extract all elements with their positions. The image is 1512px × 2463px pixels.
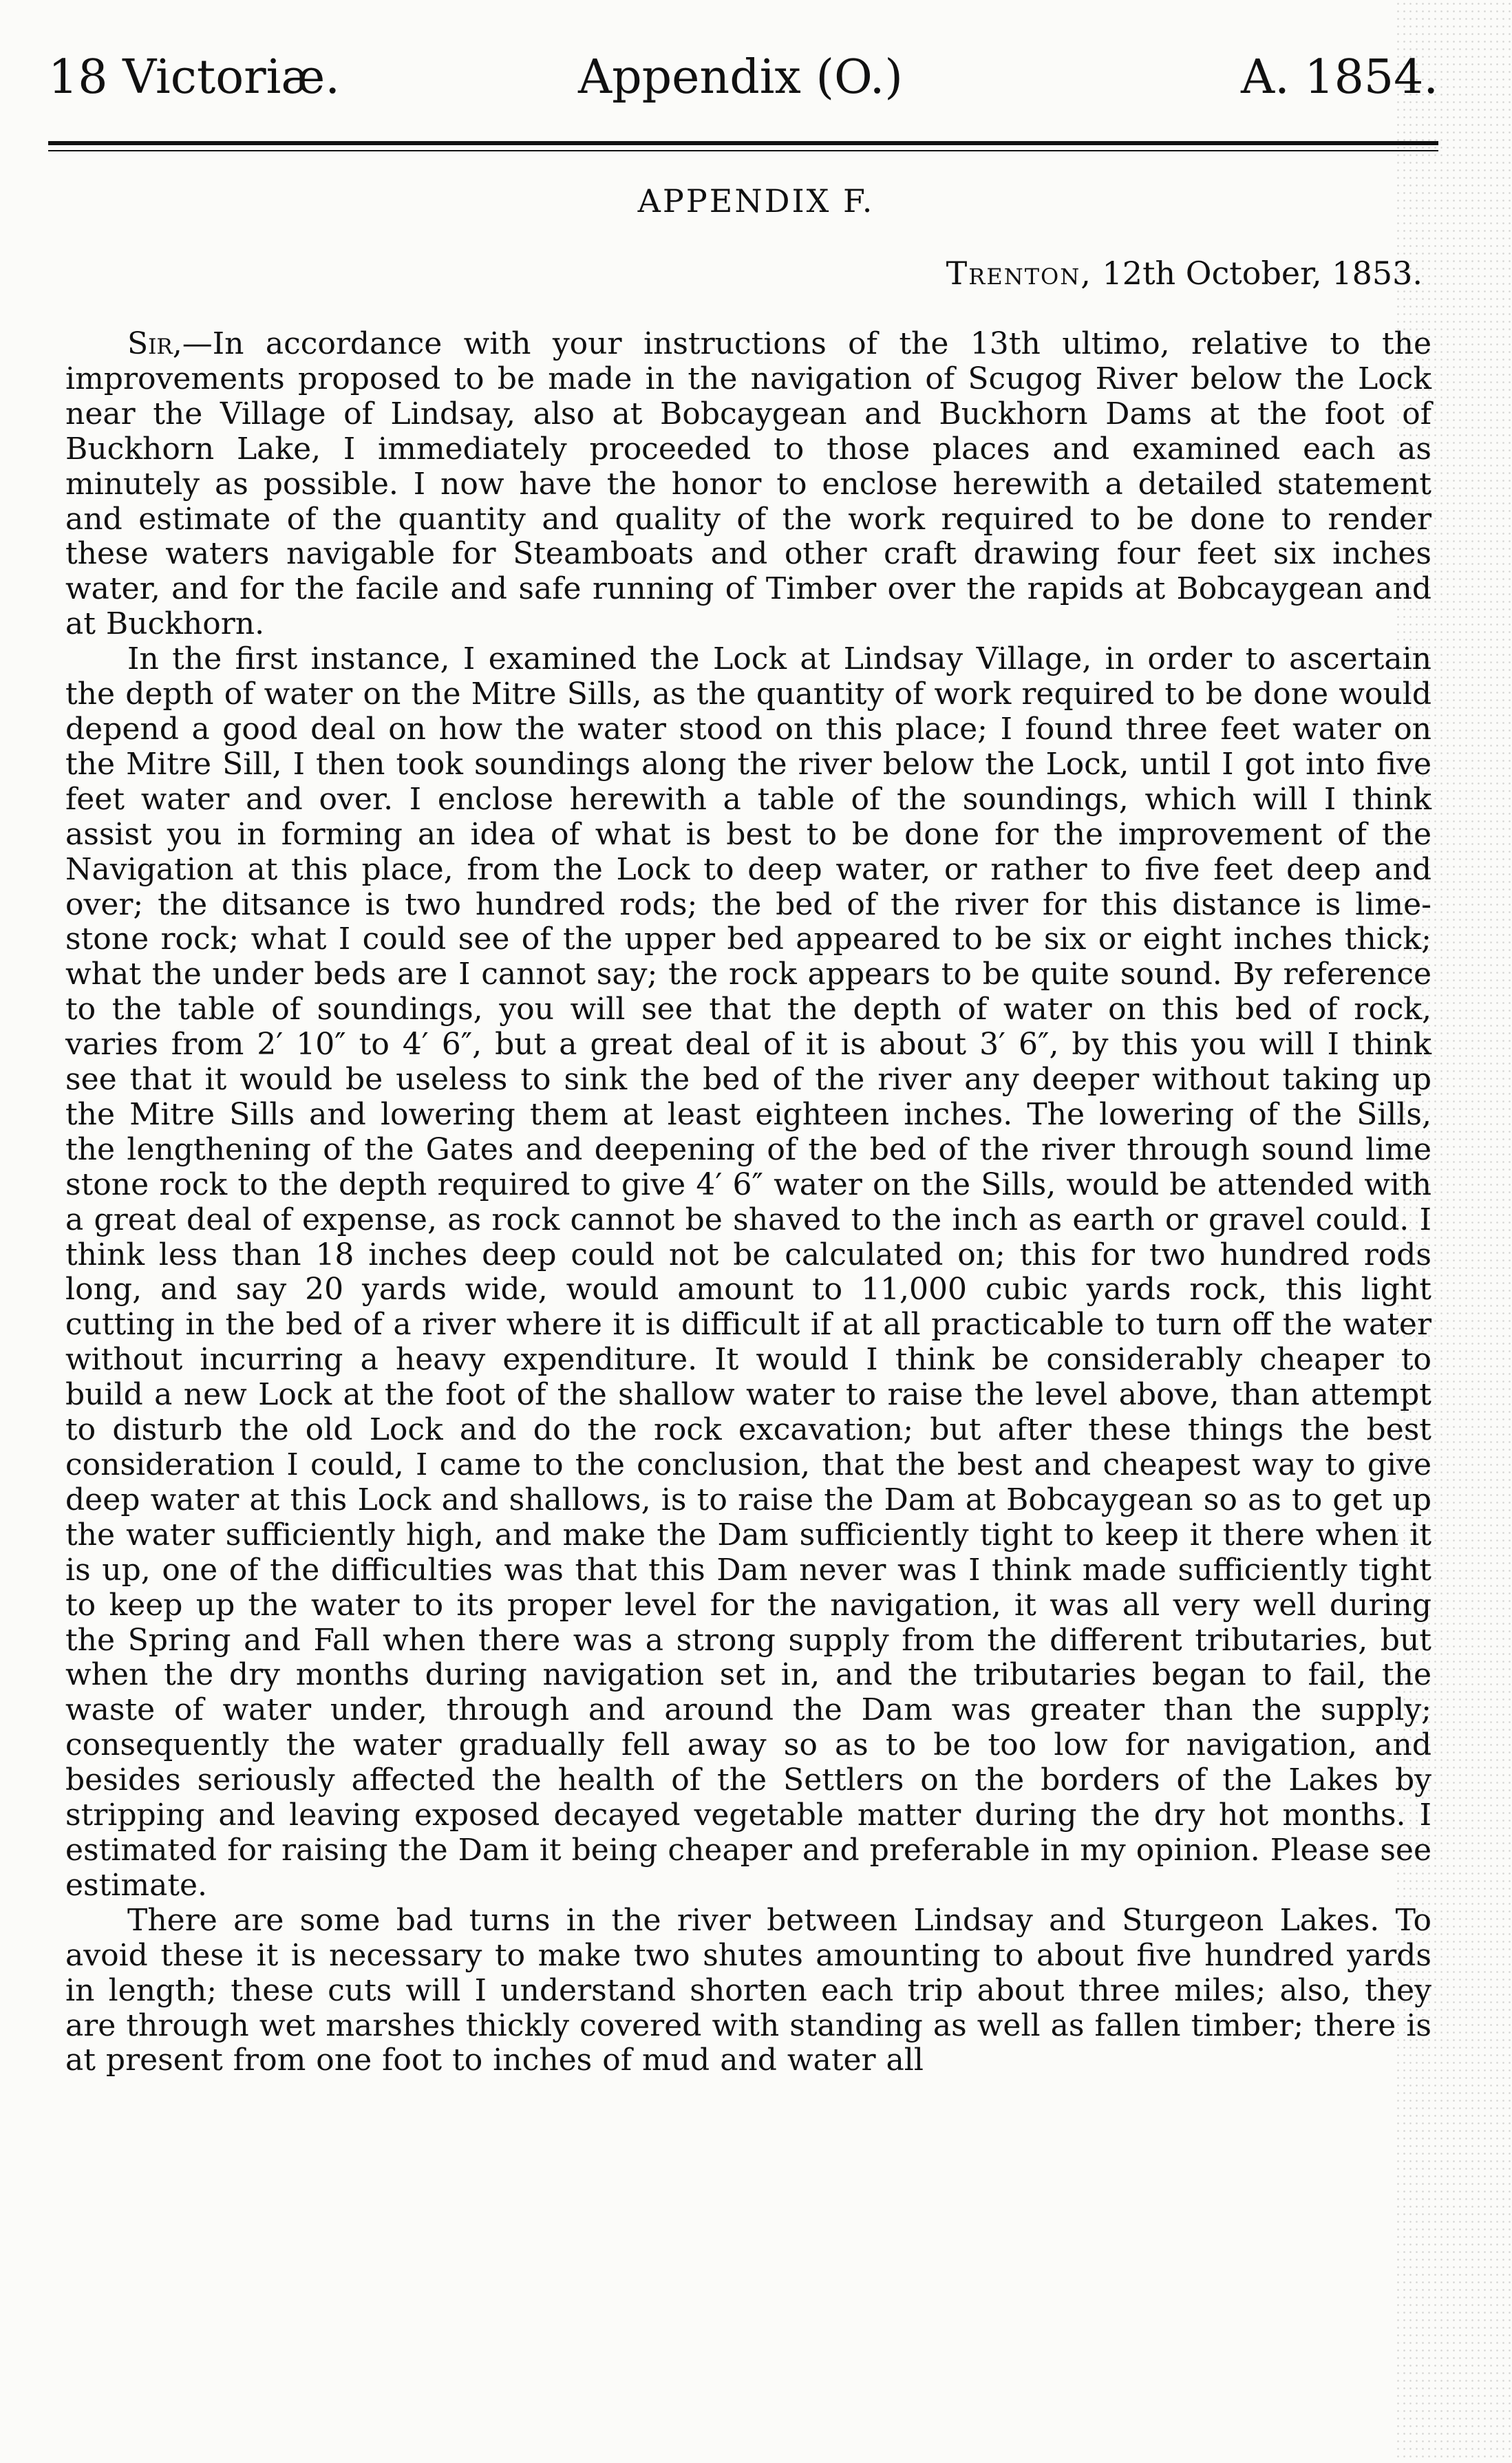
header-rule-thin [48, 150, 1438, 151]
salutation: Sir, [127, 326, 182, 361]
dateline-date: 12th October, 1853. [1102, 255, 1423, 292]
header-session: 18 Victoriæ. [48, 50, 340, 105]
header-appendix: Appendix (O.) [578, 50, 903, 105]
paragraph-1 [65, 327, 1431, 642]
appendix-title: APPENDIX F. [637, 182, 875, 220]
paragraph-2: In the first instance, I examined the Lock at Lindsay Village, in order to ascertain the depth of water on the Mitre Sills, as the quantity of work required to be done would depend a good deal on how the water stood on this place; I found three feet water on the Mitre Sill, I then took soundings along the river below the Lock, until I got into five feet water and over. I enclose herewith a table of the soundings, which will I think assist you in forming an idea of what is best to be done for the improvement of the Navigation at this place, from the Lock to deep water, or rather to five feet deep and over; the ditsance is two hundred rods; the bed of the river for this distance is lime-stone rock; what I could see of the upper bed appeared to be six or eight inches thick; what the under beds are I cannot say; the rock appears to be quite sound. By reference to the table of soundings, you will see that the depth of water on this bed of rock, varies from 2′ 10″ to 4′ 6″, but a great deal of it is about 3′ 6″, by this you will I think see that it would be useless to sink the bed of the river any deeper without taking up the Mitre Sills and lowering them at least eighteen inches. The lowering of the Sills, the lengthening of the Gates and deepening of the bed of the river through sound lime stone rock to the depth required to give 4′ 6″ water on the Sills, would be attended with a great deal of expense, as rock cannot be shaved to the inch as earth or gravel could. I think less than 18 inches deep could not be calculated on; this for two hundred rods long, and say 20 yards wide, would amount to 11,000 cubic yards rock, this light cutting in the bed of a river where it is difficult if at all practicable to turn off the water without incurring a heavy expenditure. It would I think be considerably cheaper to build a new Lock at the foot of the shallow water to raise the level above, than attempt to disturb the old Lock and do the rock excavation; but after these things the best consideration I could, I came to the conclusion, that the best and cheapest way to give deep water at this Lock and shallows, is to raise the Dam at Bobcaygean so as to get up the water sufficiently high, and make the Dam sufficiently tight to keep it there when it is up, one of the difficulties was that this Dam never was I think made sufficiently tight to keep up the water to its proper level for the navigation, it was all very well during the Spring and Fall when there was a strong supply from the different tributaries, but when the dry months during navigation set in, and the tributaries began to fail, the waste of water under, through and around the Dam was greater than the supply; consequently the water gradually fell away so as to be too low for navigation, and besides seriously affected the health of the Settlers on the borders of the Lakes by stripping and leaving exposed decayed vegetable matter during the dry hot months. I estimated for raising the Dam it being cheaper and preferable in my opinion. Please see estimate. [65, 641, 1431, 1903]
dateline [946, 255, 1423, 292]
letter-body [65, 327, 1431, 2078]
paragraph-3: There are some bad turns in the river between Lindsay and Sturgeon Lakes. To avoid these it is necessary to make two shutes amounting to about five hundred yards in length; these cuts will I understand shorten each trip about three miles; also, they are through wet marshes thickly covered with standing as well as fallen timber; there is at present from one foot to inches of mud and water all [65, 1902, 1431, 2078]
header-rule-thick [48, 141, 1438, 145]
paragraph-1-text: —In accordance with your instructions of the 13th ultimo, relative to the improvements proposed to be made in the navigation of Scugog River below the Lock near the Village of Lindsay, also at Bobcaygean and Buckhorn Dams at the foot of Buckhorn Lake, I immediately proceeded to those places and examined each as minutely as possible. I now have the honor to enclose herewith a detailed statement and estimate of the quantity and quality of the work required to be done to render these waters navigable for Steamboats and other craft drawing four feet six inches water, and for the facile and safe running of Timber over the rapids at Bobcaygean and at Buckhorn. [65, 326, 1431, 642]
running-header [48, 40, 1438, 116]
header-year: A. 1854. [1240, 50, 1438, 105]
dateline-place: Trenton, [946, 255, 1092, 292]
